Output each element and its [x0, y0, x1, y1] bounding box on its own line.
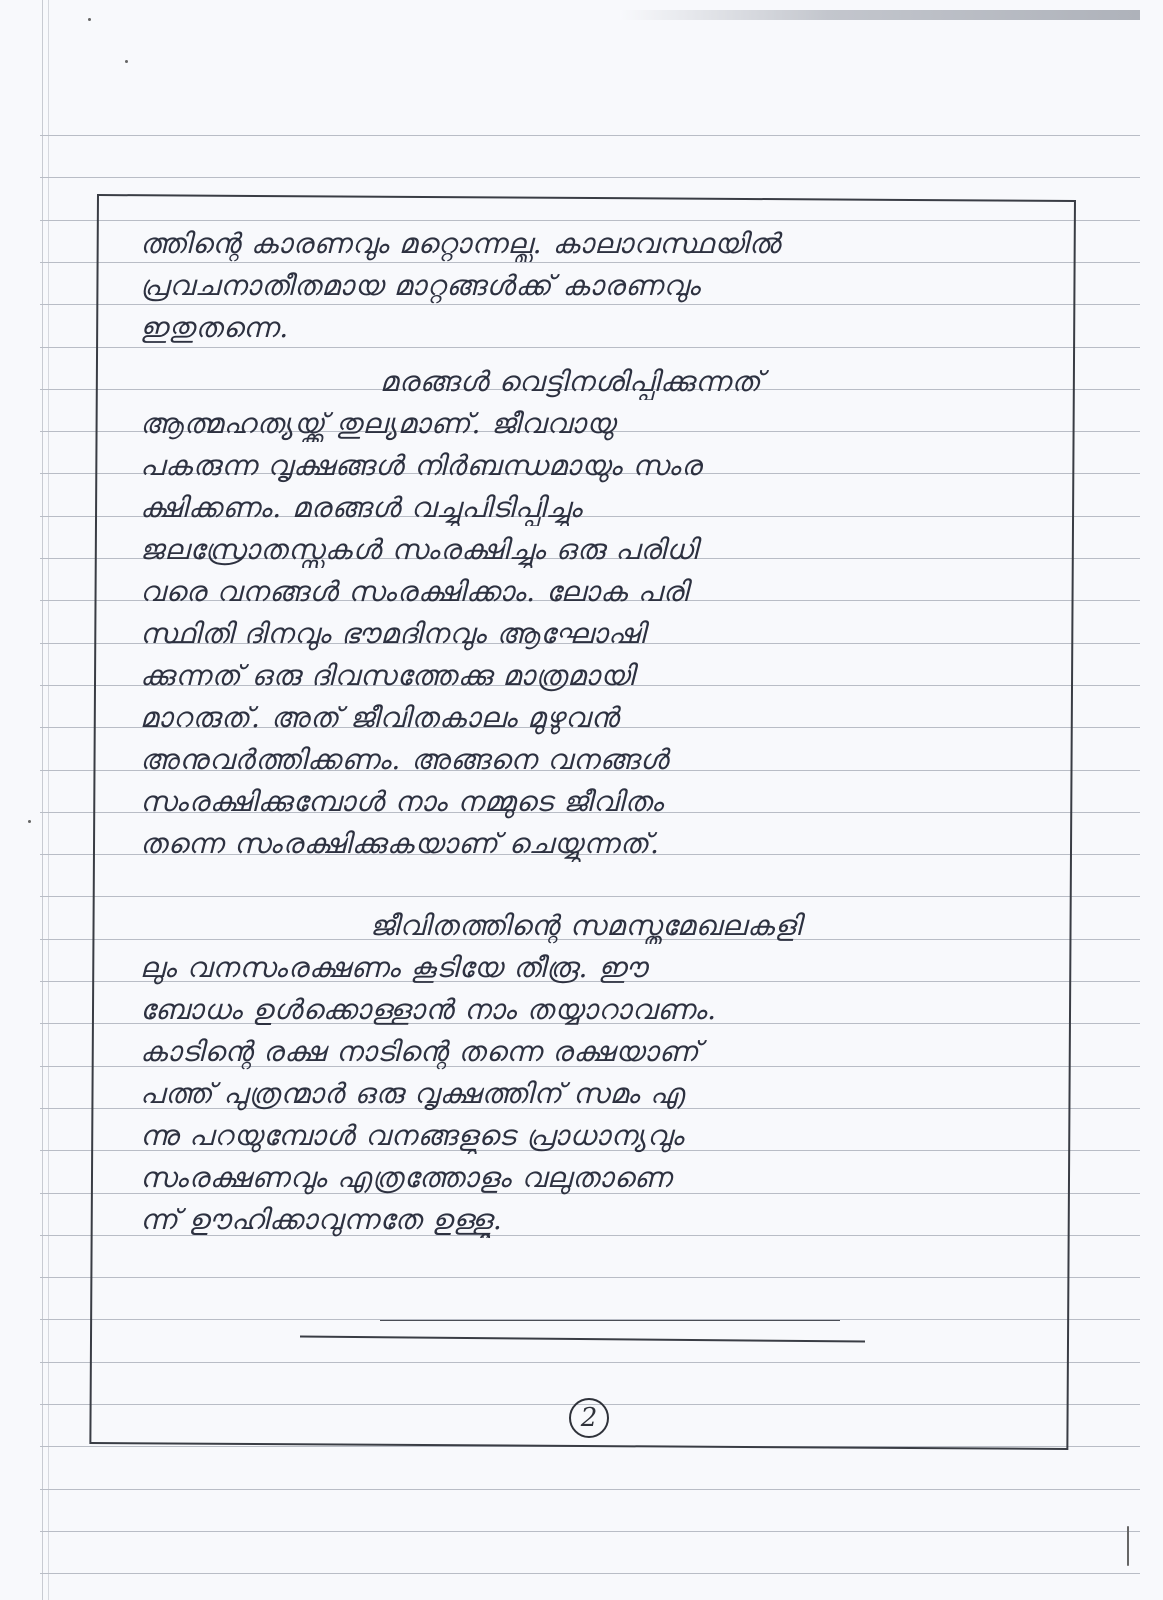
scan-speck: [88, 18, 91, 21]
text-line: ന്നു പറയുമ്പോൾ വനങ്ങളുടെ പ്രാധാന്യവും: [140, 1119, 685, 1152]
text-line: പ്രവചനാതീതമായ മാറ്റങ്ങൾക്ക് കാരണവും: [140, 269, 701, 302]
ruled-line: [40, 1489, 1140, 1490]
left-margin-line-inner: [48, 0, 49, 1600]
page-number: 2: [569, 1398, 609, 1438]
text-line: ലും വനസംരക്ഷണം കൂടിയേ തീരൂ. ഈ: [140, 951, 648, 984]
left-margin-line: [42, 0, 43, 1600]
text-line: തന്നെ സംരക്ഷിക്കുകയാണ് ചെയ്യുന്നത്.: [140, 827, 660, 860]
text-line: കാടിന്റെ രക്ഷ നാടിന്റെ തന്നെ രക്ഷയാണ്: [140, 1035, 700, 1068]
scan-speck: [28, 820, 31, 823]
text-line: ക്കുന്നത് ഒരു ദിവസത്തേക്കു മാത്രമായി: [140, 659, 635, 692]
text-line: സംരക്ഷണവും എത്രത്തോളം വലുതാണെ: [140, 1161, 672, 1194]
text-line: മരങ്ങൾ വെട്ടിനശിപ്പിക്കുന്നത്: [380, 365, 762, 398]
text-line: സംരക്ഷിക്കുമ്പോൾ നാം നമ്മുടെ ജീവിതം: [140, 785, 664, 818]
text-line: പകരുന്ന വൃക്ഷങ്ങൾ നിർബന്ധമായും സംര: [140, 449, 703, 482]
text-line: ഇതുതന്നെ.: [140, 311, 290, 344]
text-line: ജലസ്രോതസ്സുകൾ സംരക്ഷിച്ചും ഒരു പരിധി: [140, 533, 699, 566]
text-line: ത്തിന്റെ കാരണവും മറ്റൊന്നല്ല. കാലാവസ്ഥയിൽ: [140, 227, 781, 260]
scan-mark: [1127, 1526, 1129, 1566]
ruled-line: [40, 1573, 1140, 1574]
text-line: ക്ഷിക്കണം. മരങ്ങൾ വച്ചുപിടിപ്പിച്ചും: [140, 491, 583, 524]
ruled-line: [40, 135, 1140, 136]
text-line: ന്ന് ഊഹിക്കാവുന്നതേ ഉള്ളൂ.: [140, 1203, 503, 1236]
text-line: സ്ഥിതി ദിനവും ഭൗമദിനവും ആഘോഷി: [140, 617, 646, 650]
text-line: പത്ത് പുത്രന്മാർ ഒരു വൃക്ഷത്തിന് സമം എ: [140, 1077, 685, 1110]
scan-speck: [125, 60, 128, 63]
scan-edge-shadow: [620, 10, 1140, 20]
text-line: അനുവർത്തിക്കണം. അങ്ങനെ വനങ്ങൾ: [140, 743, 669, 776]
text-line: വരെ വനങ്ങൾ സംരക്ഷിക്കാം. ലോക പരി: [140, 575, 689, 608]
text-line: ബോധം ഉൾക്കൊള്ളാൻ നാം തയ്യാറാവണം.: [140, 993, 718, 1026]
text-line: മാറരുത്. അത് ജീവിതകാലം മുഴുവൻ: [140, 701, 620, 734]
ruled-line: [40, 177, 1140, 178]
text-line: ജീവിതത്തിന്റെ സമസ്തമേഖലകളി: [370, 909, 802, 942]
closing-underline-short: [380, 1320, 840, 1321]
ruled-line: [40, 1531, 1140, 1532]
text-line: ആത്മഹത്യയ്ക്ക് തുല്യമാണ്. ജീവവായു: [140, 407, 616, 440]
